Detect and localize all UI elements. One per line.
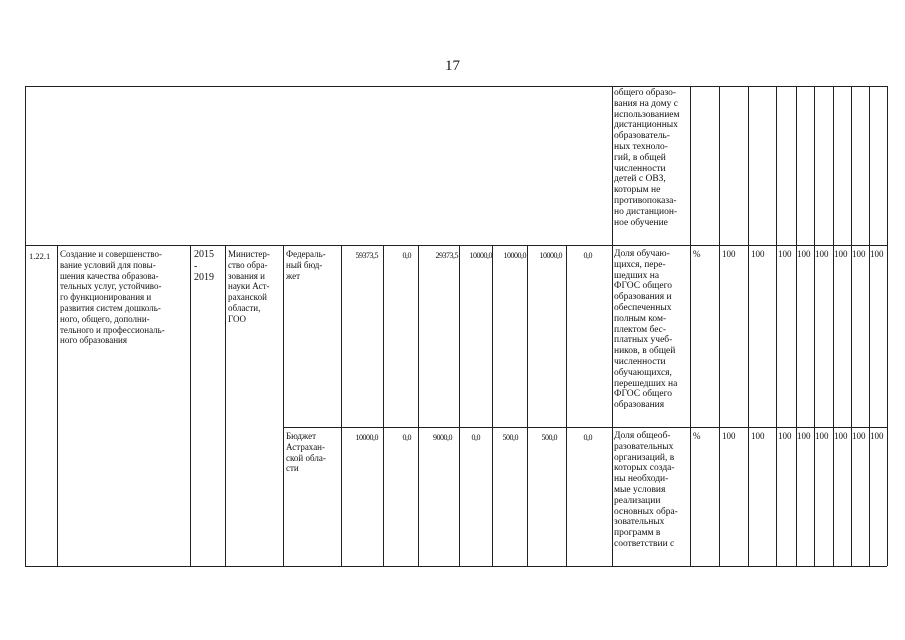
- funding-source: Бюджет Астрахан- ской обла- сти: [286, 431, 326, 474]
- column-rule: [887, 86, 888, 566]
- column-rule: [776, 86, 777, 566]
- column-rule: [492, 245, 493, 566]
- indicator-value: 100: [834, 431, 848, 441]
- column-rule: [833, 86, 834, 566]
- table-border-bottom: [25, 566, 887, 567]
- column-rule: [225, 245, 226, 566]
- continued-indicator-text: общего образо- вания на дому с использованием дистанционных образователь- ных техноло- гий, в общей численности детей с ОВЗ, которым не противопоказа- но дистанцион- ное обучение: [614, 88, 680, 228]
- activity-executor: Министер- ство обра- зования и науки Аст- раханской области, ГОО: [228, 249, 270, 324]
- amount-2017: 10000,0: [469, 251, 492, 260]
- indicator-value: 100: [778, 249, 792, 259]
- indicator-value: 100: [815, 431, 829, 441]
- amount-2020: 0,0: [583, 251, 592, 260]
- amount-2018: 500,0: [502, 433, 518, 442]
- funding-source: Федераль- ный бюд- жет: [286, 249, 326, 281]
- amount-2017: 0,0: [471, 433, 480, 442]
- column-rule: [383, 245, 384, 566]
- table-border-top: [25, 86, 887, 87]
- column-rule: [814, 86, 815, 566]
- column-rule: [25, 86, 26, 566]
- indicator-value: 100: [751, 431, 765, 441]
- amount-2019: 500,0: [541, 433, 557, 442]
- indicator-value: 100: [852, 249, 866, 259]
- page-number: 17: [445, 58, 460, 74]
- indicator-unit: %: [693, 249, 701, 259]
- amount-2015: 0,0: [402, 251, 411, 260]
- indicator-value: 100: [797, 249, 811, 259]
- amount-total: 59373,5: [355, 251, 378, 260]
- amount-2015: 0,0: [402, 433, 411, 442]
- column-rule: [851, 86, 852, 566]
- amount-2016: 29373,5: [435, 251, 458, 260]
- amount-2016: 9000,0: [433, 433, 452, 442]
- activity-name: Создание и совершенство- вание условий для повы- шения качества образова- тельных услуг, устойчиво- го функционирования и развития систем дошколь- ного, общего, дополни- тельного и профессиональ- ного образования: [60, 249, 165, 346]
- activity-period: 2015 - 2019: [194, 249, 214, 283]
- indicator-unit: %: [693, 431, 701, 441]
- indicator-value: 100: [722, 249, 736, 259]
- column-rule: [748, 86, 749, 566]
- column-rule: [869, 86, 870, 566]
- amount-total: 10000,0: [355, 433, 378, 442]
- column-rule: [566, 245, 567, 566]
- column-rule: [190, 245, 191, 566]
- column-rule: [57, 245, 58, 566]
- indicator-value: 100: [870, 249, 884, 259]
- amount-2019: 10000,0: [539, 251, 562, 260]
- column-rule: [796, 86, 797, 566]
- indicator-value: 100: [870, 431, 884, 441]
- column-rule: [418, 245, 419, 566]
- indicator-value: 100: [852, 431, 866, 441]
- column-rule: [459, 245, 460, 566]
- column-rule: [341, 245, 342, 566]
- indicator-value: 100: [815, 249, 829, 259]
- indicator-value: 100: [797, 431, 811, 441]
- indicator-value: 100: [751, 249, 765, 259]
- amount-2018: 10000,0: [503, 251, 526, 260]
- column-rule: [612, 86, 613, 566]
- row-divider: [25, 245, 887, 246]
- indicator-value: 100: [834, 249, 848, 259]
- activity-number: 1.22.1: [29, 251, 51, 261]
- indicator-value: 100: [722, 431, 736, 441]
- indicator-text: Доля общеоб- разовательных организаций, в которых созда- ны необходи- мые условия реализации основных обра- зовательных программ в соответствии с: [614, 431, 678, 549]
- indicator-value: 100: [778, 431, 792, 441]
- amount-2020: 0,0: [583, 433, 592, 442]
- column-rule: [283, 245, 284, 566]
- indicator-text: Доля обучаю- щихся, пере- шедших на ФГОС общего образования и обеспеченных полным ком- плектом бес- платных учеб- ников, в общей численности обучающихся, перешедших на ФГОС общего образования: [614, 249, 678, 411]
- column-rule: [527, 245, 528, 566]
- column-rule: [719, 86, 720, 566]
